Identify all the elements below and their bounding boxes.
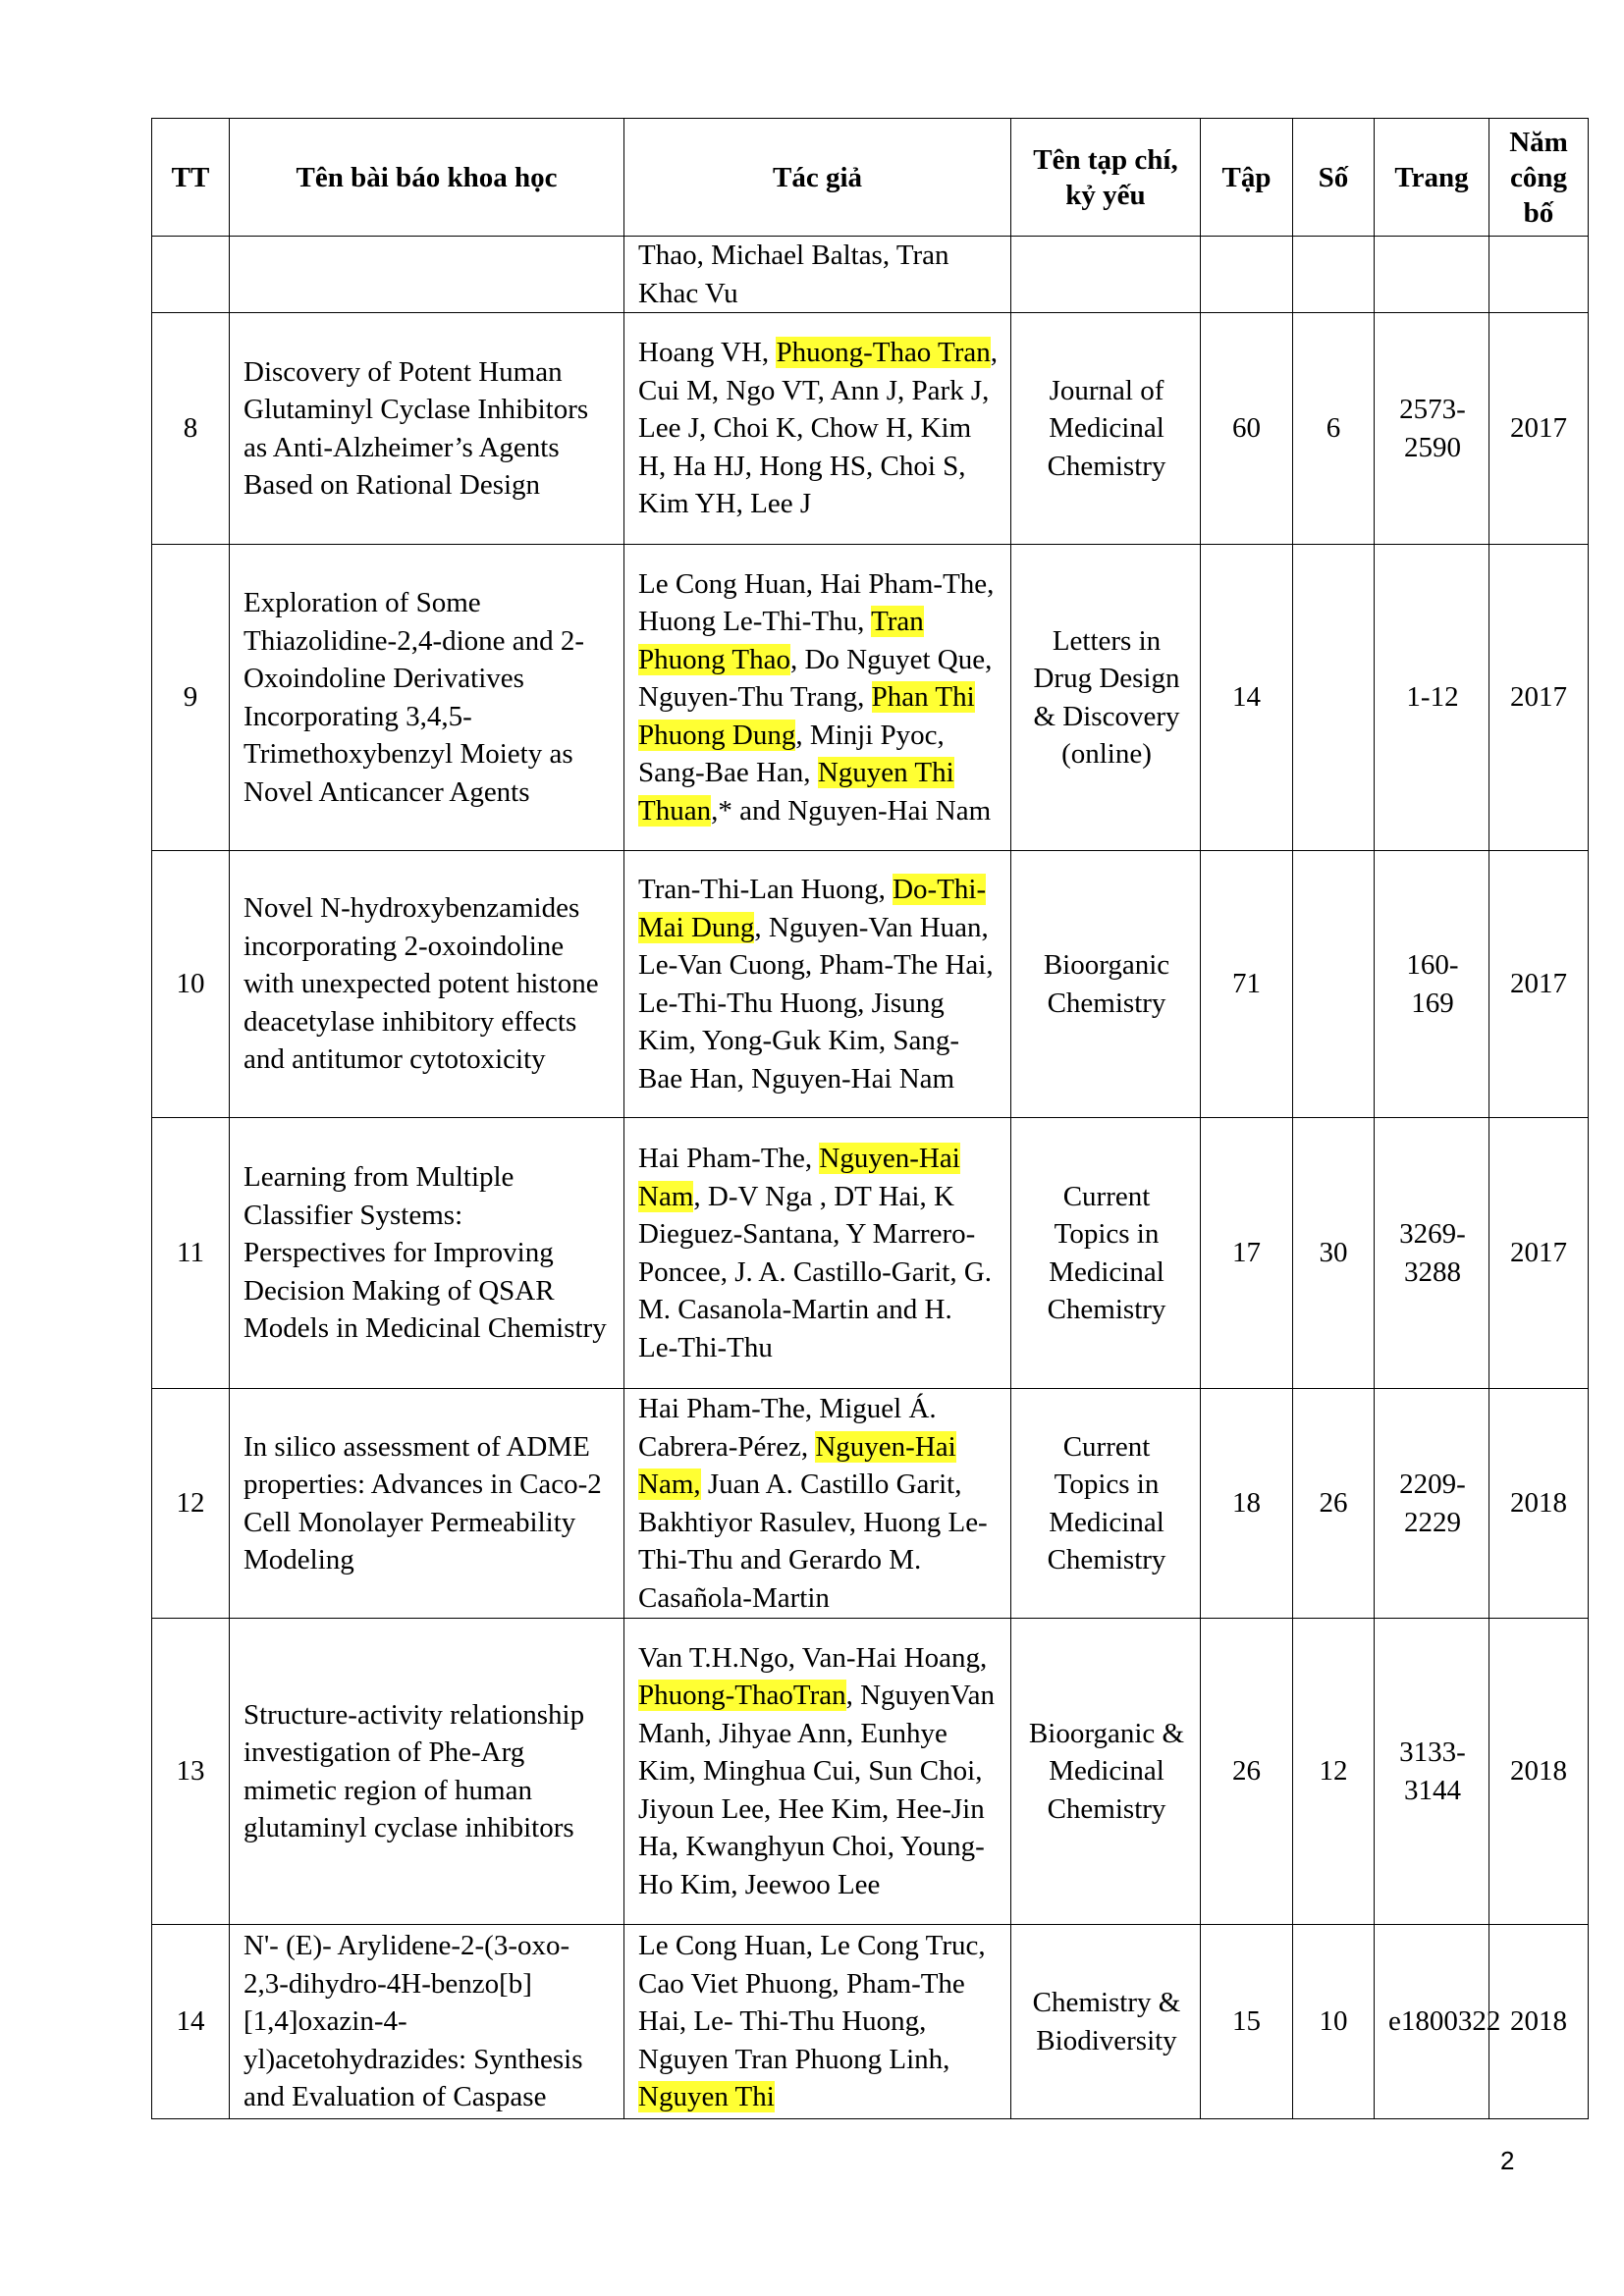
header-journal-label: Tên tạp chí, kỷ yếu — [1033, 143, 1178, 211]
cell-year: 2017 — [1489, 1118, 1589, 1389]
cell-title-text: In silico assessment of ADME properties: Advances in Caco-2 Cell Monolayer Permeability Modeling — [244, 1430, 602, 1575]
highlighted-author: Phan Thi Phuong Dung — [638, 681, 975, 751]
highlighted-author: Phuong-Thao Tran — [776, 337, 991, 369]
header-title: Tên bài báo khoa học — [230, 119, 624, 237]
cell-volume: 60 — [1201, 313, 1293, 545]
authors-text — [624, 334, 1010, 523]
table-row — [152, 851, 1589, 1118]
cell-issue: 30 — [1293, 1118, 1375, 1389]
cell-issue: 26 — [1293, 1389, 1375, 1619]
cell-authors — [624, 1925, 1011, 2119]
table-row — [152, 1925, 1589, 2119]
author-text: , Do Nguyet Que, Nguyen-Thu Trang, — [638, 643, 993, 714]
cell-journal-text: Current Topics in Medicinal Chemistry — [1047, 1430, 1166, 1575]
cell-title-text: N'- (E)- Arylidene-2-(3-oxo-2,3-dihydro-4H-benzo[b][1,4]oxazin-4-yl)acetohydrazides: Synthesis and Evaluation of Caspase — [244, 1930, 583, 2113]
highlighted-author: Do-Thi-Mai Dung — [638, 874, 987, 943]
publications-table — [151, 118, 1589, 2119]
authors-text — [624, 871, 1010, 1097]
cell-volume: 26 — [1201, 1619, 1293, 1925]
header-journal — [1011, 119, 1201, 237]
cell-pages-text: e1800322 — [1388, 2005, 1501, 2038]
table-header-row — [152, 119, 1589, 237]
cell-volume: 18 — [1201, 1389, 1293, 1619]
header-pages: Trang — [1375, 119, 1489, 237]
header-issue: Số — [1293, 119, 1375, 237]
cell-journal — [1011, 1619, 1201, 1925]
cell-journal — [1011, 1389, 1201, 1619]
cell-pages-text: 160-169 — [1406, 949, 1459, 1019]
cell-journal — [1011, 545, 1201, 851]
author-text: Le Cong Huan, Hai Pham-The, Huong Le-Thi-Thu, — [638, 567, 995, 638]
cell-pages — [1375, 545, 1489, 851]
cell-title — [230, 1389, 624, 1619]
highlighted-author: Nguyen Thi Thuan — [638, 757, 954, 827]
cell-year: 2018 — [1489, 1389, 1589, 1619]
cell-issue — [1293, 545, 1375, 851]
cell-title-text: Learning from Multiple Classifier Systems: Perspectives for Improving Decision Making of QSAR Models in Medicinal Chemistry — [244, 1161, 607, 1345]
author-text: Thao, Michael Baltas, Tran Khac Vu — [638, 240, 949, 309]
cell-issue: 10 — [1293, 1925, 1375, 2119]
highlighted-author: Nguyen Thi — [638, 2081, 775, 2113]
cell-tt: 8 — [152, 313, 230, 545]
cell-issue — [1293, 851, 1375, 1118]
author-text: Tran-Thi-Lan Huong, — [638, 874, 893, 905]
cell-title — [230, 851, 624, 1118]
cell-issue — [1293, 237, 1375, 313]
author-text: ,* and Nguyen-Hai Nam — [711, 794, 992, 827]
cell-title-text: Structure-activity relationship investigation of Phe-Arg mimetic region of human glutaminyl cyclase inhibitors — [244, 1698, 585, 1843]
cell-pages-text: 3133-3144 — [1399, 1736, 1466, 1806]
cell-pages-text: 3269-3288 — [1399, 1218, 1466, 1288]
cell-volume: 14 — [1201, 545, 1293, 851]
cell-year: 2017 — [1489, 851, 1589, 1118]
cell-pages — [1375, 1925, 1501, 2119]
author-text: , D-V Nga , DT Hai, K Dieguez-Santana, Y Marrero-Poncee, J. A. Castillo-Garit, G. M. Casanola-Martin and H. Le-Thi-Thu — [638, 1180, 993, 1363]
cell-title-text: Novel N-hydroxybenzamides incorporating 2-oxoindoline with unexpected potent histone deacetylase inhibitory effects and antitumor cytotoxicity — [244, 892, 599, 1076]
cell-pages — [1375, 851, 1489, 1118]
highlighted-author: Phuong-ThaoTran — [638, 1680, 846, 1712]
cell-title — [230, 545, 624, 851]
header-volume: Tập — [1201, 119, 1293, 237]
authors-text — [624, 1390, 1010, 1617]
table-row — [152, 1389, 1589, 1619]
cell-tt: 10 — [152, 851, 230, 1118]
cell-volume: 17 — [1201, 1118, 1293, 1389]
cell-pages-text: 1-12 — [1406, 681, 1459, 714]
table-row — [152, 545, 1589, 851]
cell-year: 2017 — [1489, 313, 1589, 545]
cell-journal — [1011, 1118, 1201, 1389]
cell-authors — [624, 1619, 1011, 1925]
table-row — [152, 237, 1589, 313]
cell-tt: 14 — [152, 1925, 230, 2119]
cell-title — [230, 1925, 624, 2119]
cell-journal-text: Bioorganic & Medicinal Chemistry — [1028, 1717, 1185, 1825]
authors-text — [624, 1140, 1010, 1366]
cell-journal-text: Bioorganic Chemistry — [1043, 949, 1170, 1019]
cell-authors — [624, 313, 1011, 545]
authors-text — [624, 565, 1010, 830]
highlighted-author: Tran Phuong Thao — [638, 606, 924, 675]
authors-text — [624, 1927, 1010, 2116]
author-text: Le Cong Huan, Le Cong Truc, Cao Viet Phuong, Pham-The Hai, Le- Thi-Thu Huong, Nguyen Tran Phuong Linh, — [638, 1930, 986, 2075]
cell-journal-text: Journal of Medicinal Chemistry — [1047, 374, 1166, 482]
cell-pages — [1375, 1118, 1489, 1389]
header-year-label: Năm công bố — [1509, 126, 1568, 229]
cell-issue: 6 — [1293, 313, 1375, 545]
author-text: , Nguyen-Van Huan, Le-Van Cuong, Pham-The Hai, Le-Thi-Thu Huong, Jisung Kim, Yong-Guk Kim, Sang-Bae Han, Nguyen-Hai Nam — [638, 911, 994, 1095]
highlighted-author: Nguyen-Hai Nam — [638, 1143, 960, 1212]
cell-title — [230, 1619, 624, 1925]
authors-text — [624, 237, 1010, 312]
cell-tt: 13 — [152, 1619, 230, 1925]
cell-authors — [624, 545, 1011, 851]
cell-issue: 12 — [1293, 1619, 1375, 1925]
cell-title — [230, 237, 624, 313]
cell-tt: 9 — [152, 545, 230, 851]
cell-tt — [152, 237, 230, 313]
cell-year: 2018 — [1489, 1619, 1589, 1925]
cell-year: 2018 — [1489, 1925, 1589, 2119]
cell-title-text: Discovery of Potent Human Glutaminyl Cyclase Inhibitors as Anti-Alzheimer’s Agents Based on Rational Design — [244, 355, 589, 501]
table-row — [152, 1118, 1589, 1389]
cell-journal-text: Chemistry & Biodiversity — [1032, 1987, 1181, 2056]
cell-year — [1489, 237, 1589, 313]
table-row — [152, 1619, 1589, 1925]
author-text: Hoang VH, — [638, 337, 777, 369]
author-text: , NguyenVan Manh, Jihyae Ann, Eunhye Kim, Minghua Cui, Sun Choi, Jiyoun Lee, Hee Kim, Hee-Jin Ha, Kwanghyun Choi, Young-Ho Kim, Jeewoo Lee — [638, 1680, 996, 1900]
author-text: Hai Pham-The, — [638, 1143, 820, 1174]
cell-pages-text: 2573-2590 — [1399, 394, 1466, 463]
cell-volume — [1201, 237, 1293, 313]
cell-authors — [624, 1118, 1011, 1389]
cell-volume: 15 — [1201, 1925, 1293, 2119]
cell-authors — [624, 1389, 1011, 1619]
author-text: , Cui M, Ngo VT, Ann J, Park J, Lee J, Choi K, Chow H, Kim H, Ha HJ, Hong HS, Choi S, Kim YH, Lee J — [638, 337, 999, 520]
header-tt: TT — [152, 119, 230, 237]
header-authors: Tác giả — [624, 119, 1011, 237]
cell-title — [230, 1118, 624, 1389]
author-text: Van T.H.Ngo, Van-Hai Hoang, — [638, 1641, 988, 1674]
authors-text — [624, 1639, 1010, 1904]
author-text: Juan A. Castillo Garit, Bakhtiyor Rasulev, Huong Le-Thi-Thu and Gerardo M. Casañola-Martin — [638, 1468, 988, 1614]
cell-pages — [1375, 1389, 1489, 1619]
cell-journal — [1011, 237, 1201, 313]
cell-volume: 71 — [1201, 851, 1293, 1118]
cell-pages — [1375, 313, 1489, 545]
author-text: Hai Pham-The, Miguel Á. Cabrera-Pérez, — [638, 1393, 937, 1463]
cell-pages — [1375, 1619, 1489, 1925]
author-text: , Minji Pyoc, Sang-Bae Han, — [638, 719, 945, 789]
cell-authors — [624, 237, 1011, 313]
cell-tt: 12 — [152, 1389, 230, 1619]
cell-title-text: Exploration of Some Thiazolidine-2,4-dione and 2-Oxoindoline Derivatives Incorporating 3,4,5-Trimethoxybenzyl Moiety as Novel Anticancer Agents — [244, 587, 585, 808]
cell-journal-text: Letters in Drug Design & Discovery (online) — [1033, 624, 1180, 770]
cell-authors — [624, 851, 1011, 1118]
header-year — [1489, 119, 1589, 237]
page-number: 2 — [1500, 2146, 1515, 2175]
cell-pages — [1375, 237, 1489, 313]
cell-tt: 11 — [152, 1118, 230, 1389]
cell-journal-text: Current Topics in Medicinal Chemistry — [1047, 1180, 1166, 1325]
cell-journal — [1011, 1925, 1201, 2119]
cell-title — [230, 313, 624, 545]
cell-pages-text: 2209-2229 — [1399, 1468, 1466, 1538]
cell-journal — [1011, 313, 1201, 545]
table-row — [152, 313, 1589, 545]
cell-journal — [1011, 851, 1201, 1118]
cell-year: 2017 — [1489, 545, 1589, 851]
highlighted-author: Nguyen-Hai Nam, — [638, 1430, 956, 1500]
